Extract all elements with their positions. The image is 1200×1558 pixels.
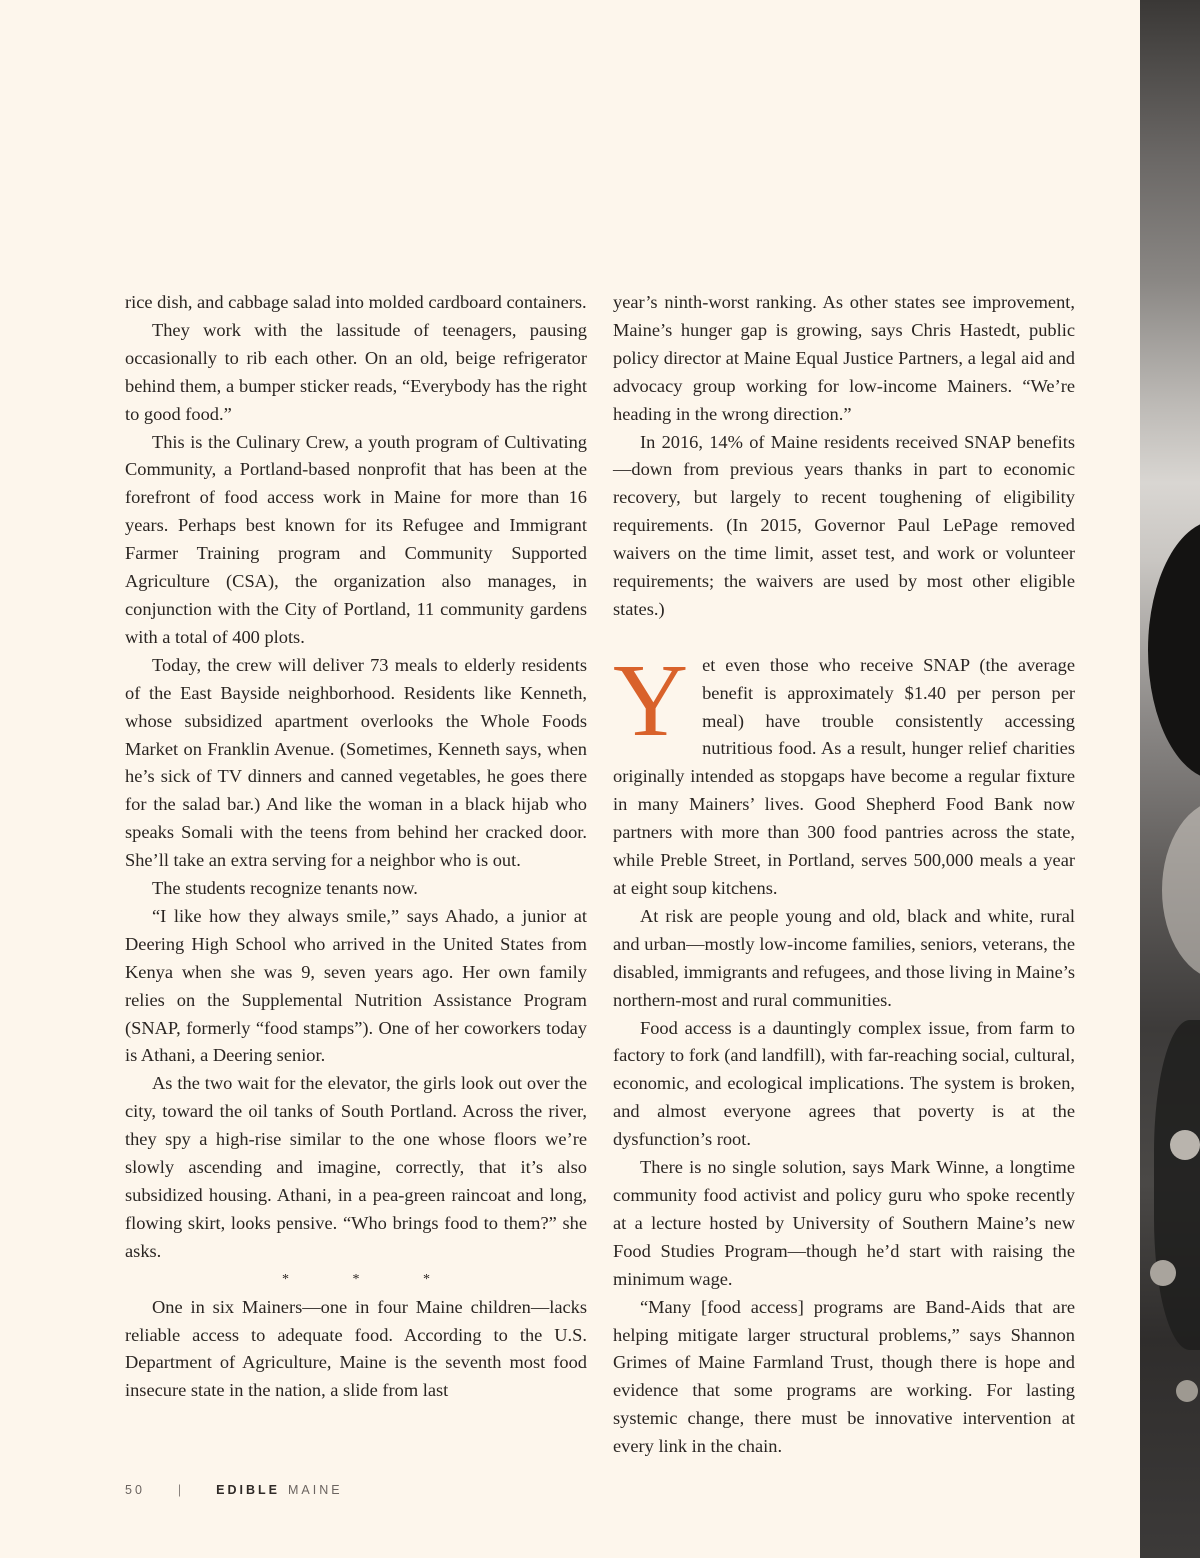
footer-separator: |: [177, 1483, 182, 1497]
page-footer: [125, 1483, 343, 1497]
paragraph: They work with the lassitude of teenagers, pausing occasionally to rib each other. On an old, beige refrigerator behind them, a bumper sticker reads, “Everybody has the right to good food.”: [125, 319, 587, 424]
article-column-left: [125, 289, 587, 1405]
paragraph: This is the Culinary Crew, a youth program of Cultivating Community, a Portland-based nonprofit that has been at the forefront of food access work in Maine for more than 16 years. Perhaps best known for its Refugee and Immigrant Farmer Training program and Community Supported Agriculture (CSA), the organization also manages, in conjunction with the City of Portland, 11 community gardens with a total of 400 plots.: [125, 431, 587, 647]
paragraph: There is no single solution, says Mark Winne, a longtime community food activist and policy guru who spoke recently at a lecture hosted by University of Southern Maine’s new Food Studies Program—though he’d start with raising the minimum wage.: [613, 1157, 1075, 1289]
dropcap-paragraph-text: et even those who receive SNAP (the average benefit is approximately $1.40 per person per meal) have trouble consistently accessing nutritious food. As a result, hunger relief charities originally intended as stopgaps have become a regular fixture in many Mainers’ lives. Good Shepherd Food Bank now partners with more than 300 food pantries across the state, while Preble Street, in Portland, serves 500,000 meals a year at eight soup kitchens.: [613, 654, 1075, 899]
dropcap-paragraph: [613, 642, 1075, 903]
paragraph: “Many [food access] programs are Band-Aids that are helping mitigate larger structural problems,” says Shannon Grimes of Maine Farmland Trust, though there is hope and evidence that some programs are working. For lasting systemic change, there must be innovative intervention at every link in the chain.: [613, 1296, 1075, 1457]
paragraph: In 2016, 14% of Maine residents received SNAP benefits—down from previous years thanks in part to economic recovery, but largely to recent toughening of eligibility requirements. (In 2015, Governor Paul LePage removed waivers on the time limit, asset test, and work or volunteer requirements; the waivers are used by most other eligible states.): [613, 431, 1075, 619]
paragraph: rice dish, and cabbage salad into molded cardboard containers.: [125, 292, 587, 312]
paragraph: “I like how they always smile,” says Ahado, a junior at Deering High School who arrived in the United States from Kenya when she was 9, seven years ago. Her own family relies on the Supplemental Nutrition Assistance Program (SNAP, formerly “food stamps”). One of her coworkers today is Athani, a Deering senior.: [125, 905, 587, 1066]
paragraph: year’s ninth-worst ranking. As other states see improvement, Maine’s hunger gap is growing, says Chris Hastedt, public policy director at Maine Equal Justice Partners, a legal aid and advocacy group working for low-income Mainers. “We’re heading in the wrong direction.”: [613, 292, 1075, 424]
paragraph: Today, the crew will deliver 73 meals to elderly residents of the East Bayside neighborhood. Residents like Kenneth, whose subsidized apartment overlooks the Whole Foods Market on Franklin Avenue. (Sometimes, Kenneth says, when he’s sick of TV dinners and canned vegetables, he goes there for the salad bar.) And like the woman in a black hijab who speaks Somali with the teens from behind her cracked door. She’ll take an extra serving for a neighbor who is out.: [125, 654, 587, 871]
paragraph: As the two wait for the elevator, the girls look out over the city, toward the oil tanks of South Portland. Across the river, they spy a high-rise similar to the one whose floors we’re slowly ascending and imagine, correctly, that it’s also subsidized housing. Athani, in a pea-green raincoat and long, flowing skirt, looks pensive. “Who brings food to them?” she asks.: [125, 1073, 587, 1261]
paragraph: Food access is a dauntingly complex issue, from farm to factory to fork (and landfill), with far-reaching social, cultural, economic, and ecological implications. The system is broken, and almost everyone agrees that poverty is at the dysfunction’s root.: [613, 1017, 1075, 1150]
paragraph: One in six Mainers—one in four Maine children—lacks reliable access to adequate food. According to the U.S. Department of Agriculture, Maine is the seventh most food insecure state in the nation, a slide from last: [125, 1296, 587, 1401]
article-column-right: [613, 289, 1075, 1461]
magazine-name-bold: EDIBLE: [216, 1483, 280, 1497]
section-break: * * *: [282, 1271, 460, 1287]
paragraph: The students recognize tenants now.: [152, 878, 418, 899]
page-number: 50: [125, 1483, 145, 1497]
paragraph: At risk are people young and old, black and white, rural and urban—mostly low-income families, seniors, veterans, the disabled, immigrants and refugees, and those living in Maine’s northern-most and rural communities.: [613, 905, 1075, 1010]
magazine-name-light: MAINE: [288, 1483, 343, 1497]
edge-photo: [1140, 0, 1200, 1558]
drop-cap: Y: [613, 642, 689, 758]
